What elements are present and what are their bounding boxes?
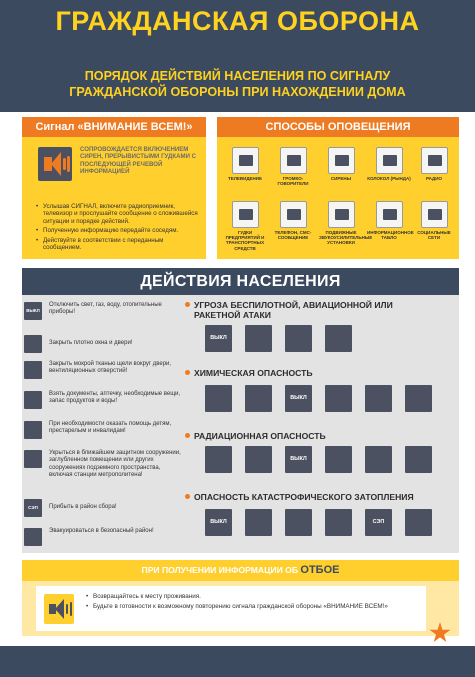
method-factory-horns: ГУДКИ ПРЕДПРИЯТИЙ И ТРАНСПОРТНЫХ СРЕДСТВ <box>223 201 267 251</box>
loudspeaker-icon <box>280 147 307 174</box>
page-title: ГРАЖДАНСКАЯ ОБОРОНА <box>55 6 420 36</box>
speaker-icon <box>38 147 72 181</box>
shelter-icon <box>24 450 42 468</box>
header-banner <box>0 0 475 112</box>
action-item: СЭП Прибыть в район сбора! <box>24 499 184 521</box>
all-clear-item: • Возвращайтесь к месту проживания. <box>86 593 416 601</box>
power-off-icon: ВЫКЛ <box>285 385 312 412</box>
all-clear-title: ПРИ ПОЛУЧЕНИИ ИНФОРМАЦИИ ОБ ОТБОЕ <box>141 564 340 576</box>
method-radio: РАДИО <box>412 147 456 181</box>
all-clear-panel <box>22 581 459 636</box>
signal-description: СОПРОВОЖДАЕТСЯ ВКЛЮЧЕНИЕМ СИРЕН, ПРЕРЫВИСТЫМИ ГУДКАМИ С ПОСЛЕДУЮЩЕЙ РЕЧЕВОЙ ИНФОРМАЦИЕЙ <box>80 146 197 176</box>
page-subtitle <box>20 68 455 100</box>
threat-radiation <box>185 431 440 441</box>
evacuation-icon <box>24 528 42 546</box>
evacuation-icon <box>405 385 432 412</box>
method-social: СОЦИАЛЬНЫЕ СЕТИ <box>412 201 456 240</box>
assembly-point-icon: СЭП <box>24 499 42 517</box>
method-tv: ТЕЛЕВИДЕНИЕ <box>223 147 267 181</box>
all-clear-list <box>86 593 416 612</box>
radio-icon <box>421 147 448 174</box>
power-off-icon: ВЫКЛ <box>205 509 232 536</box>
help-people-icon <box>325 509 352 536</box>
signal-step: • Полученную информацию передайте соседям. <box>36 227 202 234</box>
tv-icon <box>232 147 259 174</box>
actions-header <box>22 268 459 295</box>
method-sirens: СИРЕНЫ <box>319 147 363 181</box>
help-people-icon <box>365 446 392 473</box>
threat-title: ХИМИЧЕСКАЯ ОПАСНОСТЬ <box>185 368 440 378</box>
door-seal-icon <box>245 446 272 473</box>
method-mobile-units: ПОДВИЖНЫЕ ЗВУКОУСИЛИТЕЛЬНЫЕ УСТАНОВКИ <box>319 201 363 246</box>
actions-title: ДЕЙСТВИЯ НАСЕЛЕНИЯ <box>140 273 341 290</box>
phone-icon <box>280 201 307 228</box>
threat-air-attack <box>185 300 440 320</box>
billboard-icon <box>376 201 403 228</box>
door-seal-icon <box>24 361 42 379</box>
documents-icon <box>245 325 272 352</box>
siren-icon <box>328 147 355 174</box>
social-network-icon <box>421 201 448 228</box>
signal-title: Сигнал «ВНИМАНИЕ ВСЕМ!» <box>22 117 206 137</box>
method-phone-sms: ТЕЛЕФОН, СМС-СООБЩЕНИЕ <box>271 201 315 240</box>
help-people-icon <box>365 385 392 412</box>
shelter-icon <box>325 325 352 352</box>
help-people-icon <box>24 421 42 439</box>
footer-band <box>0 646 475 677</box>
signal-steps <box>36 203 202 253</box>
method-loudspeakers: ГРОМКО-ГОВОРИТЕЛИ <box>271 147 315 186</box>
notification-methods-panel <box>217 117 459 259</box>
method-info-board: ИНФОРМАЦИОННОЕ ТАБЛО <box>367 201 411 240</box>
action-item: Эвакуироваться в безопасный район! <box>24 528 184 550</box>
emblem-icon <box>429 622 451 644</box>
documents-icon <box>325 446 352 473</box>
action-item: При необходимости оказать помощь детям, престарелым и инвалидам! <box>24 421 184 443</box>
all-clear-header <box>22 560 459 581</box>
shelter-icon <box>405 446 432 473</box>
subtitle-line-1: ПОРЯДОК ДЕЙСТВИЙ НАСЕЛЕНИЯ ПО СИГНАЛУ <box>84 69 391 83</box>
documents-icon <box>245 509 272 536</box>
all-clear-card <box>36 586 426 631</box>
documents-icon <box>24 391 42 409</box>
action-item: ВЫКЛ Отключить свет, газ, воду, отопительные приборы! <box>24 302 184 324</box>
assembly-point-icon: СЭП <box>365 509 392 536</box>
vehicle-icon <box>328 201 355 228</box>
evacuation-icon <box>405 509 432 536</box>
door-seal-icon <box>245 385 272 412</box>
threat-title: УГРОЗА БЕСПИЛОТНОЙ, АВИАЦИОННОЙ ИЛИ РАКЕТНОЙ АТАКИ <box>185 300 440 320</box>
bell-icon <box>376 147 403 174</box>
threat-flood <box>185 492 440 502</box>
help-people-icon <box>285 325 312 352</box>
action-item: Закрыть плотно окна и двери! <box>24 335 184 357</box>
subtitle-line-2: ГРАЖДАНСКОЙ ОБОРОНЫ ПРИ НАХОЖДЕНИИ ДОМА <box>69 85 406 99</box>
documents-icon <box>325 385 352 412</box>
method-bell: КОЛОКОЛ (РЫНДА) <box>367 147 411 181</box>
signal-step: • Услышав СИГНАЛ, включите радиоприемник, телевизор и прослушайте сообщение о сложившейся ситуации и порядке действий. <box>36 203 202 225</box>
all-clear-item: • Будьте в готовности к возможному повторению сигнала гражданской обороны «ВНИМАНИЕ ВСЕМ!» <box>86 603 416 611</box>
power-off-icon: ВЫКЛ <box>285 446 312 473</box>
threat-title: РАДИАЦИОННАЯ ОПАСНОСТЬ <box>185 431 440 441</box>
window-icon <box>205 446 232 473</box>
signal-step: • Действуйте в соответствии с переданным сообщением. <box>36 237 202 252</box>
threat-chemical <box>185 368 440 378</box>
notification-methods-title: СПОСОБЫ ОПОВЕЩЕНИЯ <box>217 117 459 137</box>
action-item: Закрыть мокрой тканью щели вокруг двери, вентиляционных отверстий! <box>24 361 184 383</box>
power-off-icon: ВЫКЛ <box>205 325 232 352</box>
factory-icon <box>232 201 259 228</box>
documents-icon <box>285 509 312 536</box>
window-icon <box>24 335 42 353</box>
action-item: Укрыться в ближайшем защитном сооружении, заглубленном помещении или других сооружениях подземного пространства, включая станции метрополитена! <box>24 450 184 472</box>
power-off-icon: ВЫКЛ <box>24 302 42 320</box>
window-icon <box>205 385 232 412</box>
action-item: Взять документы, аптечку, необходимые вещи, запас продуктов и воды! <box>24 391 184 413</box>
speaker-icon <box>44 594 74 624</box>
threat-title: ОПАСНОСТЬ КАТАСТРОФИЧЕСКОГО ЗАТОПЛЕНИЯ <box>185 492 440 502</box>
signal-panel <box>22 117 206 259</box>
